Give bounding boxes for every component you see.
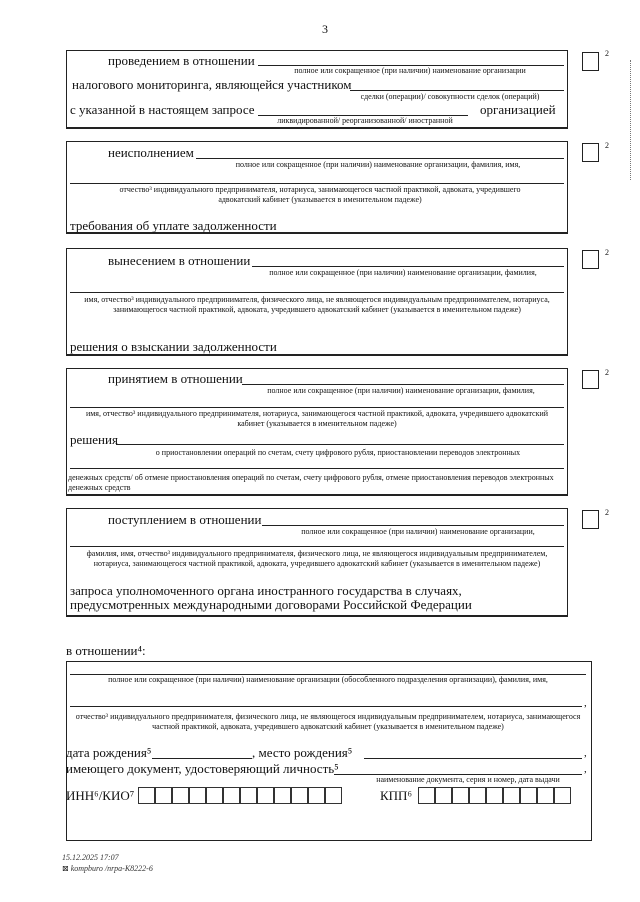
collection-decision-label: решения о взыскании задолженности bbox=[70, 339, 277, 354]
org-type-hint: ликвидированной/ реорганизованной/ иностранной bbox=[277, 116, 453, 125]
org-name-hint: полное или сокращенное (при наличии) наименование организации bbox=[294, 66, 526, 75]
ruling-line-2 bbox=[70, 468, 564, 469]
decision-hint: полное или сокращенное (при наличии) наименование организации, фамилия, bbox=[269, 268, 537, 277]
inn-cell[interactable] bbox=[206, 787, 223, 804]
regarding-title: в отношении⁴: bbox=[66, 643, 146, 658]
kpp-cell[interactable] bbox=[520, 787, 537, 804]
inn-cell[interactable] bbox=[172, 787, 189, 804]
organization-word: организацией bbox=[480, 102, 556, 117]
inn-label: ИНН⁶/КИО⁷ bbox=[66, 788, 135, 803]
kpp-cell[interactable] bbox=[503, 787, 520, 804]
kpp-cell[interactable] bbox=[452, 787, 469, 804]
deal-hint: сделки (операции)/ совокупности сделок (операций) bbox=[360, 92, 540, 101]
deal-line bbox=[350, 90, 564, 91]
footer-timestamp: 15.12.2025 17:07 bbox=[62, 853, 119, 862]
footer-source: ⊠ kompburo /nrpa-K8222-6 bbox=[62, 864, 153, 873]
regarding-name-line-2 bbox=[70, 706, 582, 707]
birth-date-label: дата рождения⁵ bbox=[66, 745, 152, 760]
foreign-line bbox=[262, 525, 564, 526]
suspension-line bbox=[242, 384, 564, 385]
kpp-cell[interactable] bbox=[537, 787, 554, 804]
kpp-cell[interactable] bbox=[554, 787, 571, 804]
checkbox-nonfulfillment[interactable] bbox=[582, 143, 599, 162]
taxpayer-line-2 bbox=[70, 183, 564, 184]
foreign-hint-2: фамилия, имя, отчество³ индивидуального предпринимателя, физического лица, не являющегося индивидуальным предпринимателем, нотариуса, занимающегося частной практикой, адвоката, учредившего адвокатский кабинет (указывается в именительном падеже) bbox=[86, 549, 548, 569]
footnote-marker: 2 bbox=[605, 368, 609, 377]
kpp-label: КПП⁶ bbox=[380, 788, 412, 803]
footnote-marker: 2 bbox=[605, 248, 609, 257]
section-audit-label: проведением в отношении bbox=[108, 53, 255, 68]
kpp-cell[interactable] bbox=[486, 787, 503, 804]
kpp-cell[interactable] bbox=[469, 787, 486, 804]
inn-cell[interactable] bbox=[189, 787, 206, 804]
nonfulfillment-label: неисполнением bbox=[108, 145, 194, 160]
inn-cell[interactable] bbox=[257, 787, 274, 804]
foreign-hint: полное или сокращенное (при наличии) наименование организации, bbox=[301, 527, 535, 536]
footnote-marker: 2 bbox=[605, 141, 609, 150]
regarding-hint: полное или сокращенное (при наличии) наименование организации (обособленного подразделения организации), фамилия, имя, bbox=[108, 675, 548, 684]
decision-line-2 bbox=[70, 292, 564, 293]
suspension-line-2 bbox=[70, 407, 564, 408]
checkbox-audit[interactable] bbox=[582, 52, 599, 71]
inn-cell[interactable] bbox=[155, 787, 172, 804]
inn-cell[interactable] bbox=[291, 787, 308, 804]
kpp-cell[interactable] bbox=[435, 787, 452, 804]
decision-hint-2: имя, отчество³ индивидуального предпринимателя, физического лица, не являющегося индивидуальным предпринимателем, нотариуса, занимающегося частной практикой, адвоката, учредившего адвокатский кабинет (указывается в именительном падеже) bbox=[84, 295, 550, 315]
taxpayer-line bbox=[196, 158, 564, 159]
foreign-authority-label: запроса уполномоченного органа иностранного государства в случаях, предусмотренных международными договорами Российской Федерации bbox=[70, 583, 472, 612]
ruling-hint: о приостановлении операций по счетам, счету цифрового рубля, приостановлении переводов электронных bbox=[155, 448, 521, 457]
scan-artifact bbox=[630, 60, 633, 180]
comma: , bbox=[584, 697, 587, 709]
suspension-label: принятием в отношении bbox=[108, 371, 243, 386]
birth-place-field[interactable] bbox=[364, 758, 582, 759]
suspension-hint: полное или сокращенное (при наличии) наименование организации, фамилия, bbox=[267, 386, 535, 395]
foreign-request-label: поступлением в отношении bbox=[108, 512, 262, 527]
ruling-label: решения bbox=[70, 432, 118, 447]
comma: , bbox=[584, 747, 587, 759]
checkbox-suspension[interactable] bbox=[582, 370, 599, 389]
footnote-marker: 2 bbox=[605, 508, 609, 517]
inn-cell[interactable] bbox=[308, 787, 325, 804]
page-number: 3 bbox=[322, 22, 328, 36]
taxpayer-hint-2: отчество³ индивидуального предпринимателя, нотариуса, занимающегося частной практикой, адвоката, учредившего адвокатский кабинет (указывается в именительном падеже) bbox=[119, 185, 521, 205]
decision-line bbox=[252, 266, 564, 267]
monitoring-label: налогового мониторинга, являющейся участником bbox=[72, 77, 352, 92]
kpp-cell[interactable] bbox=[418, 787, 435, 804]
inn-cell[interactable] bbox=[274, 787, 291, 804]
ruling-hint-2: денежных средств/ об отмене приостановления операций по счетам, счету цифрового рубля, отмене приостановления переводов электронных денежных средств bbox=[68, 473, 554, 493]
id-document-label: имеющего документ, удостоверяющий личность⁵ bbox=[66, 761, 339, 776]
comma: , bbox=[584, 763, 587, 775]
regarding-hint-2: отчество³ индивидуального предпринимателя, физического лица, не являющегося индивидуальным предпринимателем, нотариуса, занимающегося частной практикой, адвоката, учредившего адвокатский кабинет (указывается в именительном падеже) bbox=[75, 712, 581, 732]
suspension-hint-2: имя, отчество³ индивидуального предпринимателя, нотариуса, занимающегося частной практикой, адвоката, учредившего адвокатский кабинет (указывается в именительном падеже) bbox=[85, 409, 549, 429]
inn-cell[interactable] bbox=[138, 787, 155, 804]
ruling-line bbox=[116, 444, 564, 445]
debt-demand-label: требования об уплате задолженности bbox=[70, 218, 277, 233]
inn-cell[interactable] bbox=[325, 787, 342, 804]
taxpayer-hint: полное или сокращенное (при наличии) наименование организации, фамилия, имя, bbox=[235, 160, 521, 169]
birth-date-field[interactable] bbox=[152, 758, 252, 759]
decision-label: вынесением в отношении bbox=[108, 253, 251, 268]
id-document-hint: наименование документа, серия и номер, дата выдачи bbox=[376, 775, 560, 784]
footnote-marker: 2 bbox=[605, 49, 609, 58]
checkbox-decision[interactable] bbox=[582, 250, 599, 269]
birth-place-label: , место рождения⁵ bbox=[252, 745, 353, 760]
inn-cell[interactable] bbox=[240, 787, 257, 804]
checkbox-foreign-request[interactable] bbox=[582, 510, 599, 529]
inn-cell[interactable] bbox=[223, 787, 240, 804]
foreign-line-2 bbox=[70, 546, 564, 547]
request-label: с указанной в настоящем запросе bbox=[70, 102, 255, 117]
